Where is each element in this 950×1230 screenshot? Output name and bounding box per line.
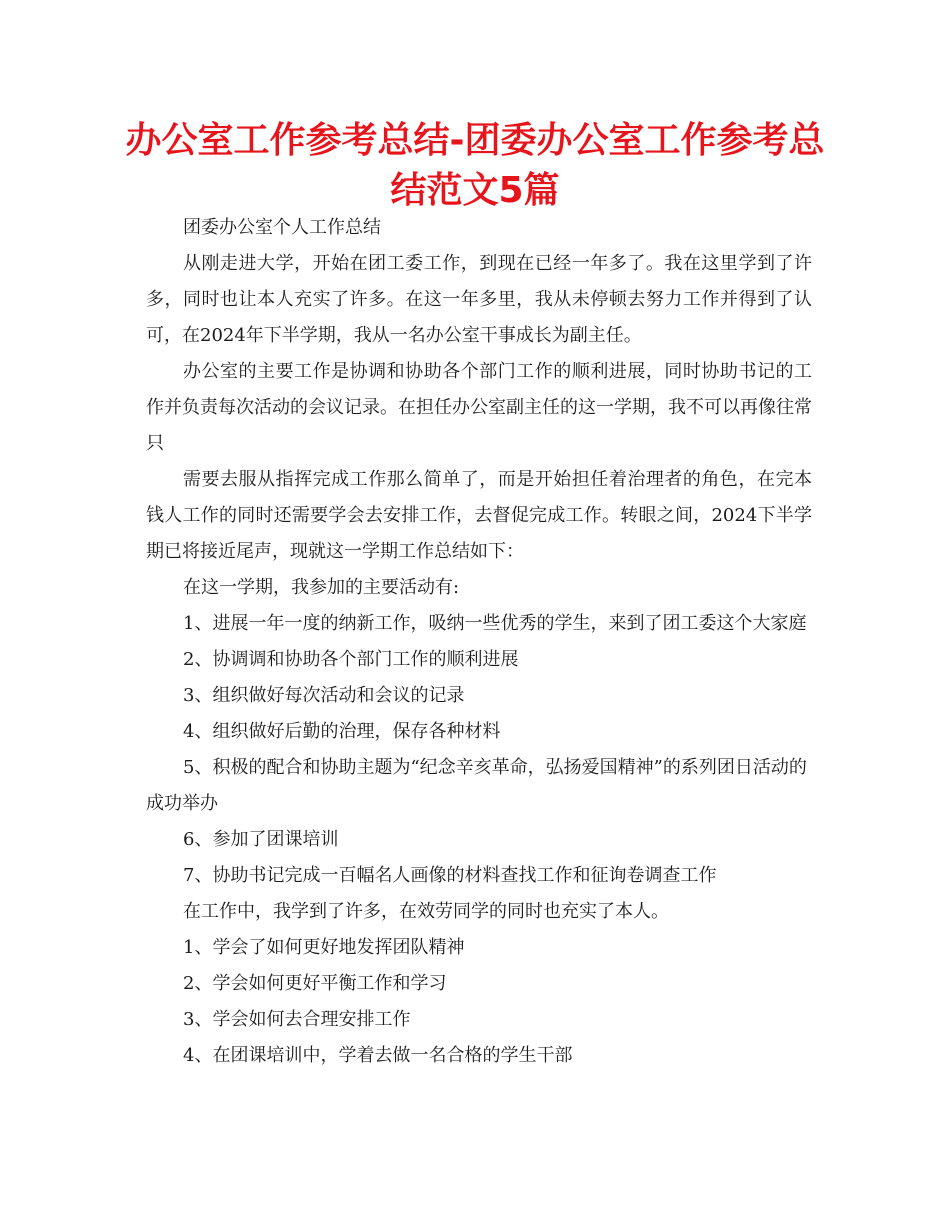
learned-intro: 在工作中，我学到了许多，在效劳同学的同时也充实了本人。	[183, 901, 669, 922]
paragraph: 在这一学期，我参加的主要活动有:	[183, 577, 460, 598]
paragraph: 从刚走进大学，开始在团工委工作，到现在已经一年多了。我在这里学到了许多，同时也让本人充实了许多。在这一年多里，我从未停顿去努力工作并得到了认可，在2024年下半学期，我从一名办公室干事成长为副主任。	[146, 253, 812, 346]
paragraph: 需要去服从指挥完成工作那么简单了，而是开始担任着治理者的角色，在完本钱人工作的同时还需要学会去安排工作，去督促完成工作。转眼之间，2024下半学期已将接近尾声，现就这一学期工作总结如下：	[146, 469, 812, 562]
learned-item: 4、在团课培训中，学着去做一名合格的学生干部	[183, 1045, 573, 1066]
activity-item: 7、协助书记完成一百幅名人画像的材料查找工作和征询卷调查工作	[183, 865, 717, 886]
document-body	[146, 210, 812, 1074]
learned-item: 2、学会如何更好平衡工作和学习	[183, 973, 447, 994]
activity-item: 2、协调调和协助各个部门工作的顺利进展	[183, 649, 519, 670]
document-title: 办公室工作参考总结-团委办公室工作参考总结范文5篇	[125, 120, 825, 211]
activity-item: 5、积极的配合和协助主题为“纪念辛亥革命，弘扬爱国精神”的系列团日活动的成功举办	[146, 757, 807, 814]
activity-item: 3、组织做好每次活动和会议的记录	[183, 685, 465, 706]
learned-item: 1、学会了如何更好地发挥团队精神	[183, 937, 465, 958]
learned-item: 3、学会如何去合理安排工作	[183, 1009, 411, 1030]
activity-item: 1、进展一年一度的纳新工作，吸纳一些优秀的学生，来到了团工委这个大家庭	[183, 613, 807, 634]
activity-item: 4、组织做好后勤的治理，保存各种材料	[183, 721, 501, 742]
section-subtitle: 团委办公室个人工作总结	[183, 217, 381, 238]
paragraph: 办公室的主要工作是协调和协助各个部门工作的顺利进展，同时协助书记的工作并负责每次活动的会议记录。在担任办公室副主任的这一学期，我不可以再像往常只	[146, 361, 812, 454]
activity-item: 6、参加了团课培训	[183, 829, 339, 850]
